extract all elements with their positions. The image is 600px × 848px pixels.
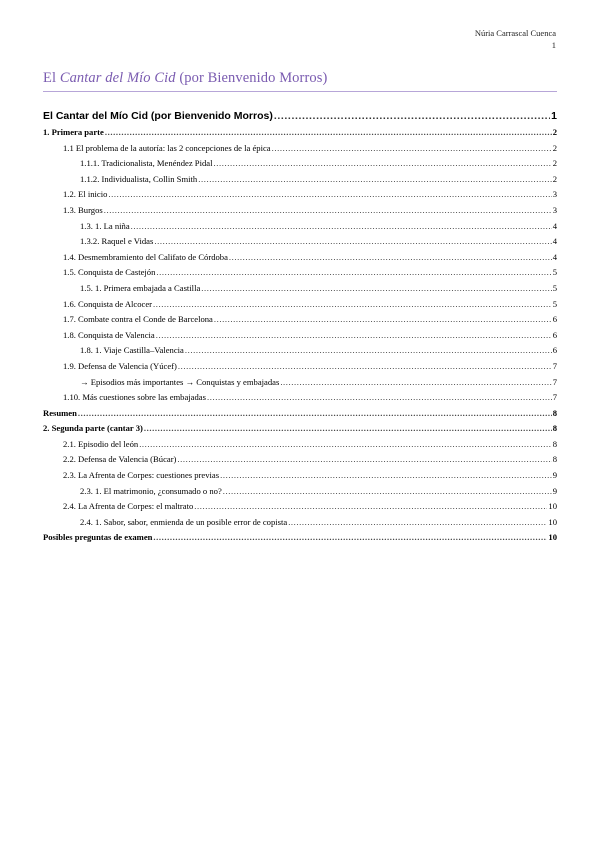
toc-entry[interactable] — [43, 252, 557, 268]
toc-entry-label: 2.4. La Afrenta de Corpes: el maltrato — [63, 501, 194, 512]
toc-entry-label: 1.5. 1. Primera embajada a Castilla — [80, 282, 201, 293]
title-underline — [43, 91, 557, 92]
toc-dot-leader — [156, 267, 551, 277]
toc-entry-page: 8 — [552, 407, 557, 418]
toc-entry-page: 10 — [548, 516, 557, 527]
toc-dot-leader — [139, 439, 552, 449]
toc-entry-label: 1.8. Conquista de Valencia — [63, 329, 155, 340]
page-header — [475, 27, 556, 51]
toc-entry-label: 1.3. 1. La niña — [80, 220, 130, 231]
toc-entry-label: 2.1. Episodio del león — [63, 438, 139, 449]
title-suffix: (por Bienvenido Morros) — [175, 70, 328, 86]
toc-dot-leader — [274, 110, 550, 122]
title-prefix: El — [43, 70, 60, 86]
title-italic: Cantar del Mío Cid — [59, 70, 176, 86]
toc-dot-leader — [223, 486, 552, 496]
header-author: Núria Carrascal Cuenca — [474, 28, 556, 38]
toc-entry[interactable] — [43, 314, 557, 330]
toc-entry-page: 8 — [552, 423, 557, 434]
toc-entry[interactable] — [43, 267, 557, 283]
toc-entry-page: 7 — [552, 376, 557, 387]
toc-entry-label: 1.6. Conquista de Alcocer — [63, 298, 153, 309]
toc-entry-page: 9 — [552, 485, 557, 496]
toc-entry-page: 6 — [552, 314, 557, 325]
toc-entry[interactable] — [43, 299, 557, 315]
toc-entry-page: 4 — [552, 251, 557, 262]
toc-entry[interactable] — [43, 408, 557, 424]
toc-entry-page: 1 — [551, 110, 557, 122]
toc-entry-label: 2.3. 1. El matrimonio, ¿consumado o no? — [80, 485, 222, 496]
toc-dot-leader — [153, 532, 547, 542]
toc-entry-page: 2 — [552, 127, 557, 137]
toc-dot-leader — [207, 392, 552, 402]
toc-entry[interactable] — [43, 486, 557, 502]
toc-entry-label: 1.1.2. Individualista, Collin Smith — [80, 173, 198, 184]
toc-entry-label: 2.3. La Afrenta de Corpes: cuestiones previas — [63, 470, 220, 481]
toc-entry-label: 2. Segunda parte (cantar 3) — [43, 423, 143, 434]
toc-entry[interactable] — [43, 377, 557, 393]
toc-entry[interactable] — [43, 330, 557, 346]
toc-entry-page: 5 — [552, 282, 557, 293]
toc-entry-label: 1.7. Combate contra el Conde de Barcelona — [63, 314, 213, 325]
toc-entry-label: El Cantar del Mío Cid (por Bienvenido Morros) — [43, 110, 273, 122]
toc-dot-leader — [178, 361, 552, 371]
toc-entry-page: 4 — [552, 220, 557, 231]
toc-entry-label: → Episodios más importantes → Conquistas y embajadas — [80, 376, 280, 387]
toc-entry-label: 2.4. 1. Sabor, sabor, enmienda de un posible error de copista — [80, 516, 288, 527]
toc-entry-label: 1.8. 1. Viaje Castilla–Valencia — [80, 345, 184, 356]
toc-dot-leader — [201, 283, 551, 293]
toc-entry-page: 9 — [552, 470, 557, 481]
toc-entry-page: 6 — [552, 329, 557, 340]
toc-entry-label: 1. Primera parte — [43, 127, 104, 137]
toc-entry[interactable] — [43, 517, 557, 533]
toc-dot-leader — [288, 517, 547, 527]
toc-dot-leader — [108, 189, 551, 199]
toc-dot-leader — [78, 408, 552, 418]
toc-entry[interactable] — [43, 345, 557, 361]
toc-entry[interactable] — [43, 501, 557, 517]
toc-dot-leader — [104, 205, 552, 215]
toc-entry-label: 1.1.1. Tradicionalista, Menéndez Pidal — [80, 158, 213, 169]
toc-entry-page: 6 — [552, 345, 557, 356]
toc-dot-leader — [213, 158, 551, 168]
table-of-contents — [43, 110, 557, 548]
toc-entry-page: 2 — [552, 142, 557, 153]
toc-entry-label: 1.3. Burgos — [63, 204, 103, 215]
toc-dot-leader — [194, 501, 547, 511]
toc-entry-label: Resumen — [43, 407, 77, 418]
toc-dot-leader — [185, 345, 552, 355]
toc-entry-page: 10 — [548, 501, 557, 512]
toc-entry[interactable] — [43, 205, 557, 221]
toc-dot-leader — [131, 221, 552, 231]
toc-entry[interactable] — [43, 532, 557, 548]
toc-entry-label: 1.3.2. Raquel e Vidas — [80, 236, 154, 247]
toc-entry-page: 2 — [552, 173, 557, 184]
toc-entry[interactable] — [43, 392, 557, 408]
toc-entry[interactable] — [43, 174, 557, 190]
toc-entry-page: 5 — [552, 267, 557, 278]
toc-dot-leader — [153, 299, 552, 309]
toc-entry-page: 7 — [552, 360, 557, 371]
toc-dot-leader — [105, 127, 552, 137]
toc-dot-leader — [229, 252, 552, 262]
toc-entry-page: 2 — [552, 158, 557, 169]
toc-dot-leader — [177, 454, 551, 464]
toc-entry[interactable] — [43, 470, 557, 486]
toc-entry-page: 3 — [552, 189, 557, 200]
toc-entry-label: 1.10. Más cuestiones sobre las embajadas — [63, 392, 206, 403]
toc-entry-page: 8 — [552, 438, 557, 449]
toc-entry[interactable] — [43, 110, 557, 127]
toc-entry[interactable] — [43, 423, 557, 439]
toc-dot-leader — [156, 330, 552, 340]
toc-dot-leader — [144, 423, 552, 433]
toc-entry-label: 1.9. Defensa de Valencia (Yúcef) — [63, 360, 177, 371]
toc-dot-leader — [198, 174, 551, 184]
toc-entry[interactable] — [43, 361, 557, 377]
toc-entry-label: 2.2. Defensa de Valencia (Búcar) — [63, 454, 177, 465]
toc-entry-label: 1.2. El inicio — [63, 189, 108, 200]
toc-entry[interactable] — [43, 221, 557, 237]
toc-entry[interactable] — [43, 143, 557, 159]
toc-dot-leader — [280, 377, 551, 387]
toc-entry[interactable] — [43, 189, 557, 205]
toc-dot-leader — [214, 314, 552, 324]
toc-entry[interactable] — [43, 236, 557, 252]
toc-entry[interactable] — [43, 454, 557, 470]
toc-entry[interactable] — [43, 283, 557, 299]
toc-entry-page: 8 — [552, 454, 557, 465]
toc-dot-leader — [272, 143, 552, 153]
toc-entry[interactable] — [43, 127, 557, 143]
toc-entry[interactable] — [43, 158, 557, 174]
toc-entry-label: Posibles preguntas de examen — [43, 532, 153, 543]
toc-entry-page: 7 — [552, 392, 557, 403]
toc-entry-label: 1.5. Conquista de Castejón — [63, 267, 156, 278]
toc-entry[interactable] — [43, 439, 557, 455]
toc-entry-label: 1.4. Desmembramiento del Califato de Córdoba — [63, 251, 228, 262]
toc-entry-page: 3 — [552, 204, 557, 215]
toc-entry-page: 10 — [548, 532, 557, 543]
header-page-number: 1 — [551, 40, 556, 50]
toc-entry-page: 5 — [552, 298, 557, 309]
toc-dot-leader — [220, 470, 552, 480]
toc-dot-leader — [154, 236, 551, 246]
toc-entry-page: 4 — [552, 236, 557, 247]
toc-entry-label: 1.1 El problema de la autoría: las 2 concepciones de la épica — [63, 142, 271, 153]
document-title — [43, 70, 327, 87]
